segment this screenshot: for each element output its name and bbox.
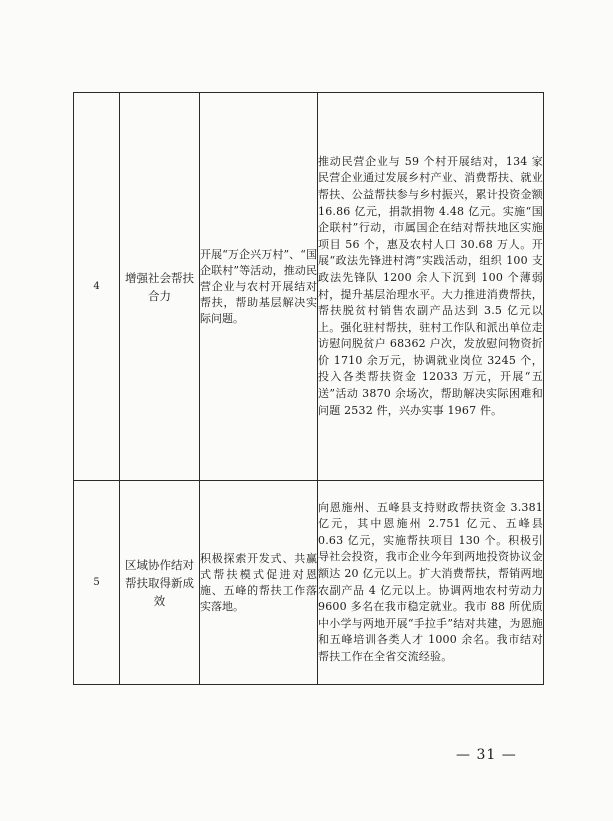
page-number: — 31 — <box>456 747 517 763</box>
row-index: 4 <box>74 93 120 481</box>
table-row <box>74 93 544 481</box>
row-measure: 开展“万企兴万村”、“国企联村”等活动，推动民营企业与农村开展结对帮扶，帮助基层解决实际问题。 <box>200 93 318 481</box>
assistance-table <box>73 92 544 685</box>
table-row <box>74 481 544 685</box>
row-measure: 积极探索开发式、共赢式帮扶模式促进对恩施、五峰的帮扶工作落实落地。 <box>200 481 318 685</box>
row-title: 增强社会帮扶合力 <box>120 93 200 481</box>
row-result-text: 向恩施州、五峰县支持财政帮扶资金 3.381 亿元，其中恩施州 2.751 亿元、五峰县 0.63 亿元，实施帮扶项目 130 个。积极引导社会投资，我市企业今年到两地投资协议金额达 20 亿元以上。扩大消费帮扶，帮销两地农副产品 4 亿元以上。协调两地农村劳动力 9600 多名在我市稳定就业。我市 88 所优质中小学与两地开展“手拉手”结对共建，为恩施和五峰培训各类人才 1000 余名。我市结对帮扶工作在全省交流经验。 <box>318 500 543 663</box>
row-result-text: 推动民营企业与 59 个村开展结对，134 家民营企业通过发展乡村产业、消费帮扶、就业帮扶、公益帮扶参与乡村振兴，累计投资金额 16.86 亿元，捐款捐物 4.48 亿元。实施“国企联村”行动，市属国企在结对帮扶地区实施项目 56 个，惠及农村人口 30.68 万人。开展“政法先锋进村湾”实践活动，组织 100 支政法先锋队 1200 余人下沉到 100 个薄弱村，提升基层治理水平。大力推进消费帮扶，帮扶脱贫村销售农副产品达到 3.5 亿元以上。强化驻村帮扶，驻村工作队和派出单位走访慰问脱贫户 68362 户次，发放慰问物资折价 1710 余万元，协调就业岗位 3245 个，投入各类帮扶资金 12033 万元，开展“五送”活动 3870 余场次，帮助解决实际困难和问题 2532 件，兴办实事 1967 件。 <box>318 154 543 417</box>
row-index: 5 <box>74 481 120 685</box>
row-result <box>318 481 544 685</box>
row-result <box>318 93 544 481</box>
row-title: 区域协作结对帮扶取得新成效 <box>120 481 200 685</box>
